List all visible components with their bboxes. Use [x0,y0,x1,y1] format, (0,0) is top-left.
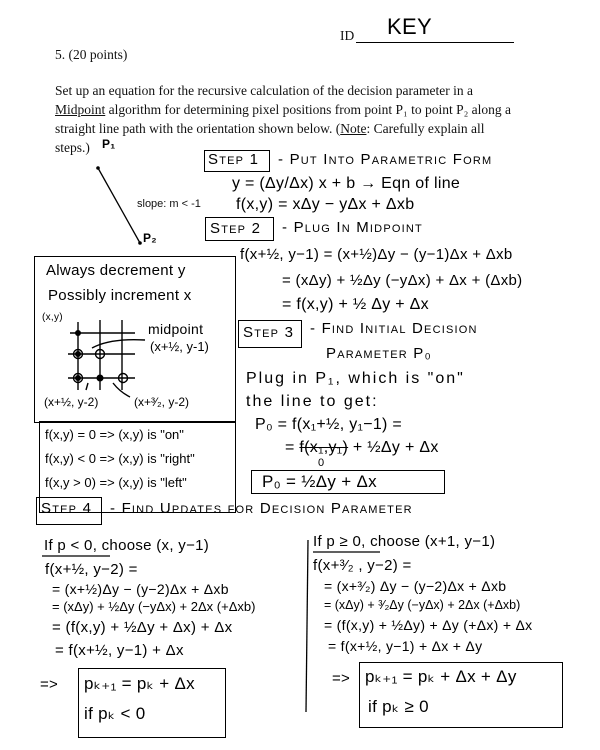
box-line: Always decrement y [46,262,186,279]
step2-line: = (xΔy) + ½Δy (−yΔx) + Δx + (Δxb) [282,272,523,289]
left-choose: , choose (x, y−1) [92,537,210,554]
right-line: f(x+³⁄₂ , y−2) = [313,557,412,574]
step3-line: P₀ = f(x₁+½, y₁−1) = [255,416,403,433]
p0-result: P₀ = ½Δy + Δx [262,472,377,491]
right-condition: If p ≥ 0 [313,533,362,550]
step3-title: - Find Initial Decision [310,320,478,337]
left-condition: If p < 0 [44,537,93,554]
prompt-text: algorithm for determining pixel positions from point P₁ to point P₂ along a [108,102,512,117]
struck-term: f(x₁,y₁) [299,439,349,456]
left-arrow: => [40,676,59,693]
bottom-left-coord: (x+½, y-2) [44,395,99,409]
left-line: = (xΔy) + ½Δy (−yΔx) + 2Δx (+Δxb) [52,599,256,614]
remaining-terms: + ½Δy + Δx [348,439,439,456]
right-arrow: => [332,670,351,687]
box-line: Possibly increment x [48,287,192,304]
implicit-equation: f(x,y) = xΔy − yΔx + Δxb [236,196,415,213]
right-line: = f(x+½, y−1) + Δx + Δy [328,638,483,654]
right-line: = (xΔy) + ³⁄₂Δy (−yΔx) + 2Δx (+Δxb) [324,598,521,612]
step3-label: Step 3 [243,324,295,341]
right-choose: , choose (x+1, y−1) [361,533,496,550]
prompt-line: Set up an equation for the recursive calculation of the decision parameter in a [55,83,473,98]
question-number: 5. (20 points) [55,47,128,62]
step4-title: - Find Updates for Decision Parameter [110,500,413,517]
line-equation: y = (Δy/Δx) x + b → Eqn of line [232,175,461,192]
id-label: ID [340,28,355,43]
slope-label: slope: m < -1 [137,198,201,210]
left-line: f(x+½, y−2) = [45,561,138,578]
step4-label: Step 4 [41,500,93,517]
rule-line: f(x,y) = 0 => (x,y) is "on" [45,427,184,442]
right-condition-line [313,533,495,550]
midpoint-label: midpoint [148,321,204,337]
prompt-text: straight line path with the orientation shown below. ( [55,121,341,136]
left-line: = f(x+½, y−1) + Δx [55,642,184,659]
step3-title2: Parameter P₀ [326,345,432,362]
left-line: = (f(x,y) + ½Δy + Δx) + Δx [52,619,233,636]
rule-line: f(x,y > 0) => (x,y) is "left" [45,475,187,490]
right-line: = (f(x,y) + ½Δy) + Δy (+Δx) + Δx [324,617,533,633]
step2-line: = f(x,y) + ½ Δy + Δx [282,296,429,313]
step2-title: - Plug In Midpoint [282,219,423,236]
step3-line: Plug in P₁, which is "on" [246,370,465,387]
step1-title: - Put Into Parametric Form [278,151,493,168]
p2-label: P₂ [143,231,157,245]
bottom-right-coord: (x+³⁄₂, y-2) [134,395,189,409]
step2-label: Step 2 [210,220,262,237]
right-result: pₖ₊₁ = pₖ + Δx + Δy [365,667,517,686]
equals: = [285,439,300,456]
prompt-line: steps.) [55,140,90,155]
xy-label: (x,y) [42,312,63,323]
step1-label: Step 1 [208,151,260,168]
id-value: KEY [387,14,432,39]
note-word: Note [340,121,367,136]
left-result-condition: if pₖ < 0 [84,704,146,723]
step3-line: the line to get: [246,393,379,410]
midpoint-word: Midpoint [55,102,106,117]
rule-line: f(x,y) < 0 => (x,y) is "right" [45,451,195,466]
right-result-condition: if pₖ ≥ 0 [368,697,429,716]
step2-line: f(x+½, y−1) = (x+½)Δy − (y−1)Δx + Δxb [240,246,513,263]
zero-annotation: 0 [318,457,325,469]
left-condition-line [44,537,209,554]
right-line: = (x+³⁄₂) Δy − (y−2)Δx + Δxb [324,578,507,594]
prompt-text: : Carefully explain all [366,121,485,136]
midpoint-coord: (x+½, y-1) [150,339,209,354]
step3-line [285,439,439,457]
p1-label: P₁ [102,137,116,151]
left-line: = (x+½)Δy − (y−2)Δx + Δxb [52,581,229,597]
left-result: pₖ₊₁ = pₖ + Δx [84,674,195,693]
